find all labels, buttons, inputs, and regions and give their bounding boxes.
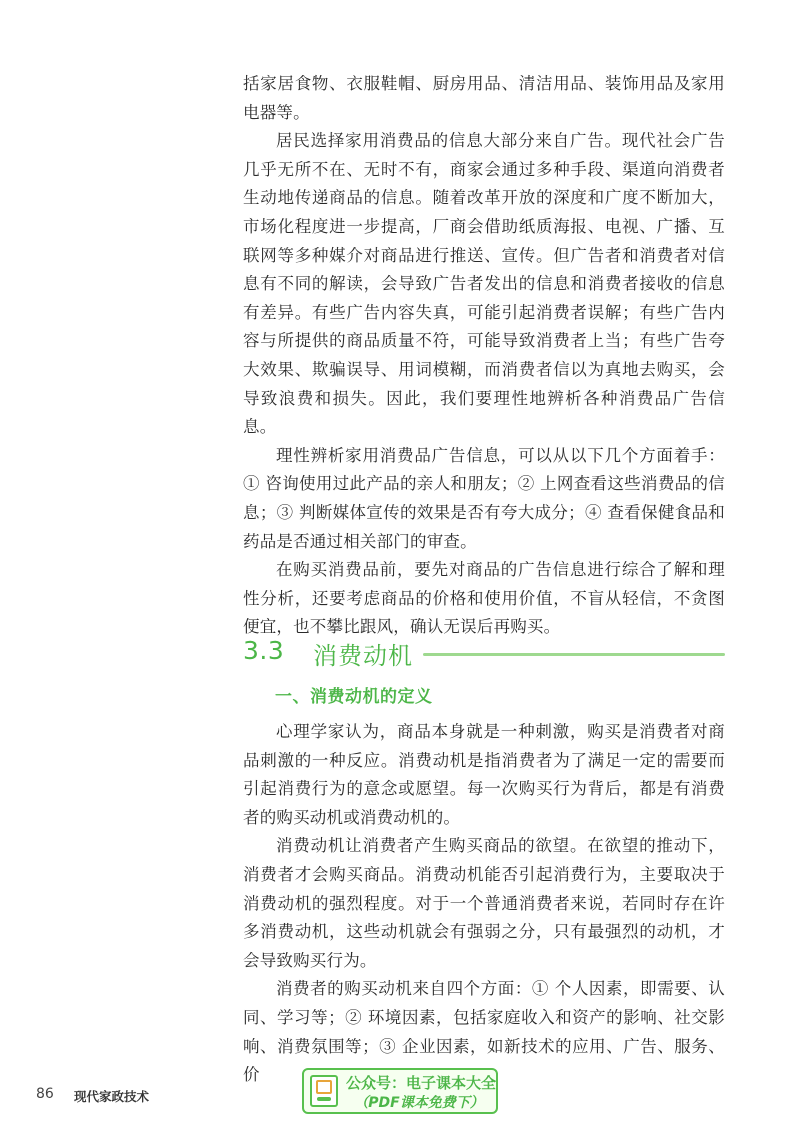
subsection-title: 一、消费动机的定义 bbox=[275, 687, 433, 707]
section-title: 消费动机 bbox=[313, 642, 413, 670]
section-divider bbox=[423, 653, 725, 656]
paragraph: 消费动机让消费者产生购买商品的欲望。在欲望的推动下，消费者才会购买商品。消费动机能否引起消费行为，主要取决于消费动机的强烈程度。对于一个普通消费者来说，若同时存在许多消费动机，这些动机就会有强弱之分，只有最强烈的动机，才会导致购买行为。 bbox=[243, 836, 725, 970]
paragraph: 居民选择家用消费品的信息大部分来自广告。现代社会广告几乎无所不在、无时不有，商家会通过多种手段、渠道向消费者生动地传递商品的信息。随着改革开放的深度和广度不断加大，市场化程度进一步提高，厂商会借助纸质海报、电视、广播、互联网等多种媒介对商品进行推送、宣传。但广告者和消费者对信息有不同的解读，会导致广告者发出的信息和消费者接收的信息有差异。有些广告内容失真，可能引起消费者误解；有些广告内容与所提供的商品质量不符，可能导致消费者上当；有些广告夸大效果、欺骗误导、用词模糊，而消费者信以为真地去购买，会导致浪费和损失。因此，我们要理性地辨析各种消费品广告信息。 bbox=[243, 131, 725, 437]
paragraph: 在购买消费品前，要先对商品的广告信息进行综合了解和理性分析，还要考虑商品的价格和使用价值，不盲从轻信，不贪图便宜，也不攀比跟风，确认无误后再购买。 bbox=[243, 560, 725, 637]
paragraph: 心理学家认为，商品本身就是一种刺激，购买是消费者对商品刺激的一种反应。消费动机是指消费者为了满足一定的需要而引起消费行为的意念或愿望。每一次购买行为背后，都是有消费者的购买动机或消费动机的。 bbox=[243, 722, 725, 827]
section-heading bbox=[243, 636, 725, 672]
book-title: 现代家政技术 bbox=[74, 1089, 150, 1104]
paragraph: 理性辨析家用消费品广告信息，可以从以下几个方面着手：① 咨询使用过此产品的亲人和朋友；② 上网查看这些消费品的信息；③ 判断媒体宣传的效果是否有夸大成分；④ 查看保健食品和药品是否通过相关部门的审查。 bbox=[243, 445, 725, 551]
textbook-icon bbox=[310, 1075, 338, 1107]
paragraph: 消费者的购买动机来自四个方面：① 个人因素，即需要、认同、学习等；② 环境因素，包括家庭收入和资产的影响、社交影响、消费氛围等；③ 企业因素，如新技术的应用、广告、服务、价 bbox=[243, 979, 725, 1085]
paragraph: 括家居食物、衣服鞋帽、厨房用品、清洁用品、装饰用品及家用电器等。 bbox=[243, 74, 725, 122]
watermark-line1: 公众号：电子课本大全 bbox=[346, 1074, 497, 1092]
body-text-bottom bbox=[243, 718, 725, 1090]
page-number: 86 bbox=[36, 1086, 54, 1102]
section-number: 3.3 bbox=[243, 636, 285, 665]
body-text-top bbox=[243, 70, 725, 642]
watermark-line2: （PDF课本免费下） bbox=[354, 1095, 484, 1111]
watermark-badge bbox=[302, 1068, 498, 1114]
